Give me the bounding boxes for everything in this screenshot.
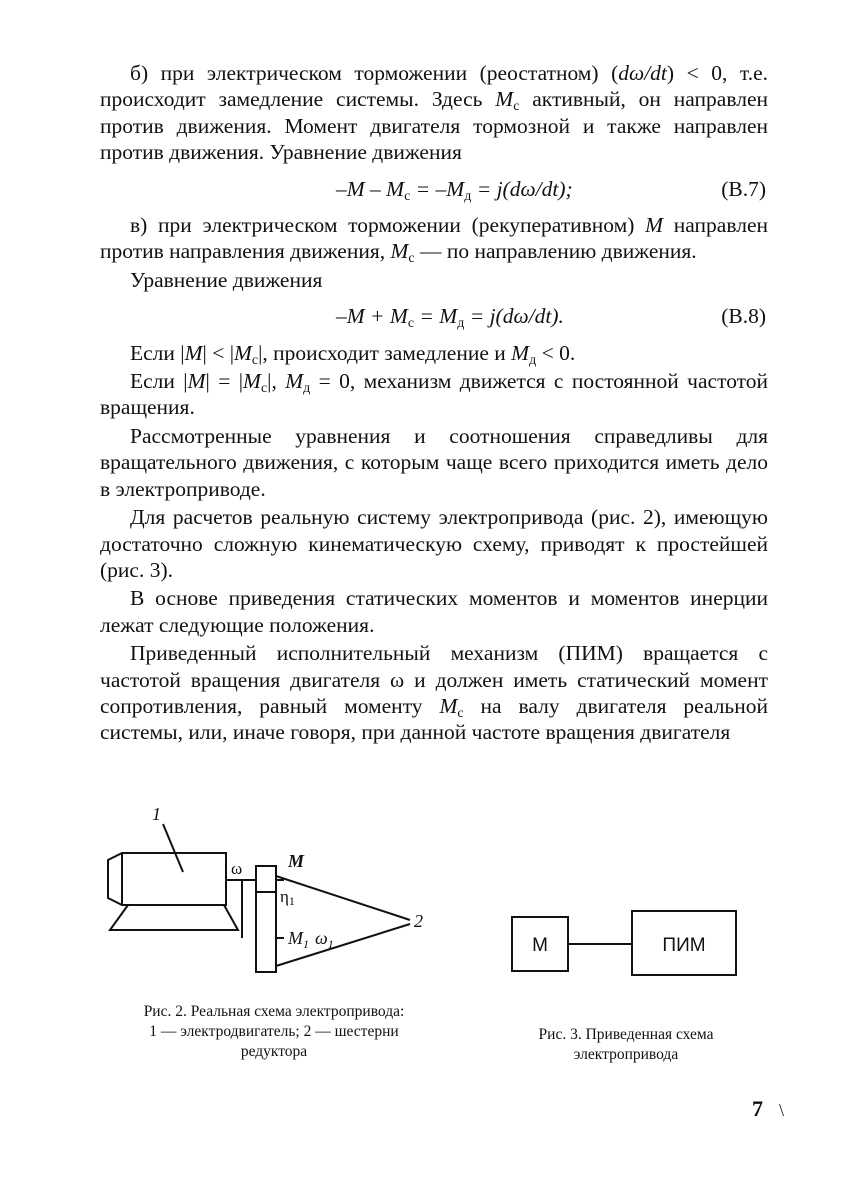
text-span: направлен против направления движения, (100, 213, 768, 264)
figure-2-caption-line1: Рис. 2. Реальная схема электропривода: (143, 1003, 405, 1020)
figure-2-caption-line2: 1 — электродвигатель; 2 — шестерни (149, 1023, 399, 1040)
math-m: M (243, 369, 261, 394)
motor-box-label: М (532, 935, 548, 956)
m1-char: M (288, 928, 303, 948)
math-rhs: = j(dω/dt). (464, 304, 564, 329)
figure-2-caption (98, 1002, 450, 1062)
text-span: |, происходит замедление и (258, 340, 512, 365)
math-m: M (187, 369, 206, 394)
eta-char: η (280, 887, 289, 906)
math-sub: с (251, 352, 259, 368)
page-number-value: 7 (752, 1096, 763, 1121)
math-rhs: = j(dω/dt); (471, 176, 573, 201)
math-sub: д (464, 188, 472, 204)
math-sub: д (529, 352, 537, 368)
paragraph-calculation: Для расчетов реальную систему электропривода (рис. 2), имеющую достаточно сложную кинематическую схему, приводят к простейшей (рис. 3). (100, 505, 768, 582)
figure-3-caption-line2: электропривода (573, 1046, 679, 1063)
math-m: M (645, 213, 664, 238)
math-sub: д (457, 316, 465, 332)
leader-1 (163, 824, 183, 872)
paragraph-motion-equation: Уравнение движения (130, 267, 323, 292)
figure-2-labels (152, 804, 423, 951)
math-sub: с (404, 188, 411, 204)
text-span: б) при электрическом торможении (реостатном) ( (130, 61, 619, 85)
pim-box-label: ПИМ (662, 935, 706, 956)
math-m: M (511, 340, 530, 365)
math-mid: = –M (410, 176, 465, 201)
omega1-sub: 1 (327, 937, 334, 951)
math-sub: с (260, 381, 268, 397)
gear-lower (256, 892, 276, 972)
label-2: 2 (414, 911, 423, 931)
page-number (752, 1096, 784, 1122)
text-span: Приведенный исполнительный механизм (ПИМ) вращается с частотой вращения двигателя ω и должен иметь статический момент сопротивления, равный моменту (100, 641, 768, 718)
label-m1-omega1 (287, 928, 334, 951)
math-sub: с (407, 316, 415, 332)
equation-b7-number: (B.7) (721, 176, 766, 201)
text-span: Если | (130, 369, 188, 394)
text-span: Если | (130, 340, 185, 365)
text-span: = 0, механизм движется с постоянной частотой вращения. (100, 369, 769, 420)
gear-upper (256, 866, 276, 892)
math-m: M (439, 693, 458, 718)
figure-3-caption (508, 1025, 744, 1065)
paragraph-rotational: Рассмотренные уравнения и соотношения справедливы для вращательного движения, с которым чаще всего приходится иметь дело в электроприводе. (100, 423, 768, 501)
motor-base (110, 905, 238, 930)
motor-outline (108, 853, 226, 905)
math-lhs: –M – M (336, 176, 405, 201)
math-mid: = M (414, 304, 458, 329)
text-span: — по направлению движения. (414, 239, 697, 264)
math-m: M (390, 239, 409, 264)
math-m: M (234, 340, 252, 365)
math-m: M (285, 369, 304, 394)
figure-2-diagram (108, 824, 410, 972)
math-dwdt: dω/dt (618, 61, 667, 85)
math-sub: с (408, 251, 415, 267)
math-sub: с (513, 99, 520, 115)
label-1: 1 (152, 804, 161, 824)
m1-sub: 1 (303, 937, 309, 951)
equation-b8-number: (B.8) (721, 304, 766, 329)
text-span: на валу двигателя реальной системы, или, иначе говоря, при данной частоте вращения двигателя (100, 693, 768, 745)
text-span: | < | (202, 340, 234, 365)
leader-2-top (276, 876, 410, 920)
math-m: M (495, 87, 514, 112)
label-omega: ω (231, 859, 243, 878)
text-span: | = | (205, 369, 244, 394)
paragraph-basis: В основе приведения статических моментов и моментов инерции лежат следующие положения. (100, 586, 768, 637)
page-mark: \ (779, 1100, 785, 1120)
figure-3-caption-line1: Рис. 3. Приведенная схема (538, 1026, 714, 1043)
label-m: M (288, 851, 305, 871)
text-span: |, (267, 369, 286, 394)
text-span: активный, он направлен против движения. Момент двигателя тормозной и также направлен против движения. Уравнение движения (100, 87, 768, 165)
text-span: в) при электрическом торможении (рекуперативном) (130, 213, 646, 238)
text-span: < 0. (536, 340, 576, 365)
figure-3-labels (532, 935, 705, 956)
eta-sub: 1 (288, 894, 295, 908)
text-span: ) < 0, т.е. происходит замедление системы. Здесь (100, 61, 768, 112)
math-sub: д (303, 381, 311, 397)
math-m: M (184, 340, 203, 365)
label-eta (280, 887, 295, 908)
math-lhs: –M + M (336, 304, 408, 329)
math-sub: с (457, 705, 464, 721)
figure-2-caption-line3: редуктора (240, 1043, 308, 1060)
omega1-char: ω (315, 928, 328, 948)
